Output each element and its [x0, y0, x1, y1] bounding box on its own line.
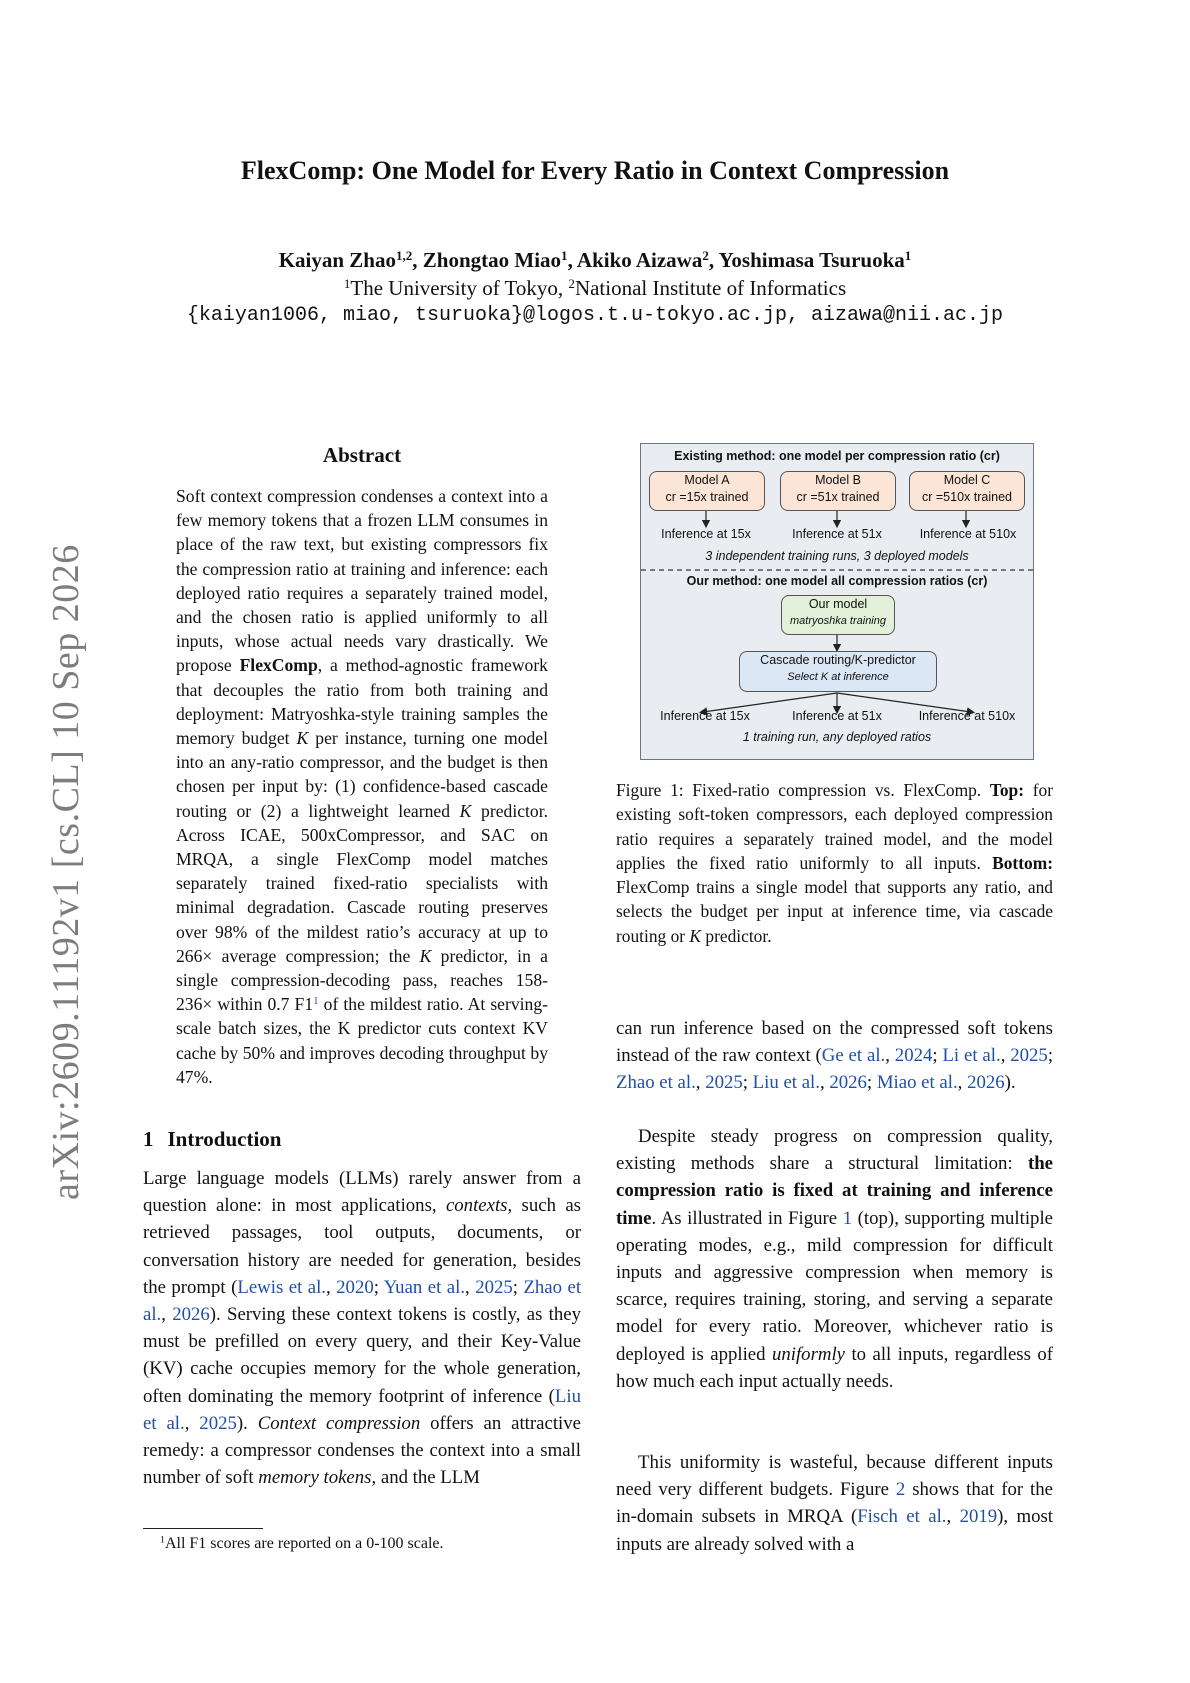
citation-year-link[interactable]: 2024 [894, 1045, 933, 1067]
figure-1 [640, 443, 1034, 760]
inference-label: Inference at 510x [918, 709, 1016, 723]
text-part: ). Serving these context tokens is costly, as they must be prefilled on every query, and their Key-Value (KV) cache occupies memory for the whole generation, often dominating the memory footprint of inference ( [143, 1304, 582, 1407]
figure-ref-link[interactable]: 1 [842, 1207, 853, 1229]
citation-year-link[interactable]: 2025 [1010, 1045, 1048, 1067]
text-italic: uniformly [771, 1343, 846, 1365]
text-bold: the compression ratio is fixed at training and inference time [616, 1153, 1053, 1229]
caption-part: for existing soft-token compressors, each deployed compression ratio requires a separately trained model, and the model applies the fixed ratio uniformly to all inputs. [616, 780, 1053, 873]
abstract-part: , a method-agnostic framework that decouples the ratio from both training and deployment: Matryoshka-style training samples the memory budget [176, 655, 548, 749]
affil-separator: , [557, 276, 569, 300]
author-name: Yoshimasa Tsuruoka [718, 248, 905, 272]
affil-mark: 1 [343, 275, 351, 291]
author-emails: {kaiyan1006, miao, tsuruoka}@logos.t.u-tokyo.ac.jp, aizawa@nii.ac.jp [186, 304, 1004, 327]
inference-label: Inference at 51x [792, 527, 882, 541]
citation-link[interactable]: Zhao et al. [616, 1072, 696, 1094]
author-affil-mark: 1 [904, 247, 912, 263]
math-k: K [689, 925, 702, 946]
citation-year-link[interactable]: 2026 [829, 1072, 867, 1094]
text-part: This uniformity is wasteful, because different inputs need very different budgets. Figure [616, 1452, 1053, 1501]
router-sub: Select K at inference [787, 671, 889, 683]
abstract-text [176, 484, 548, 1089]
text-part: ). [236, 1412, 258, 1434]
text-part: , such as retrieved passages, tool outputs, documents, or conversation history are needed for generation, besides the prompt ( [143, 1195, 581, 1298]
citation-year-link[interactable]: 2025 [705, 1072, 743, 1094]
figure-bottom-title: Our method: one model all compression ratios (cr) [686, 574, 988, 588]
text-part: , and the LLM [371, 1467, 480, 1489]
affiliations [0, 276, 1190, 301]
caption-bold: Top: [989, 780, 1025, 800]
math-k: K [459, 800, 472, 821]
text-italic: Context compression [257, 1412, 421, 1434]
affil-mark: 2 [568, 275, 575, 291]
citation-link[interactable]: Liu et al. [143, 1385, 581, 1434]
author-name: Akiko Aizawa [576, 248, 703, 272]
section-title: Introduction [167, 1127, 282, 1151]
citation-link[interactable]: Ge et al. [821, 1045, 886, 1067]
text-part: can run inference based on the compressed soft tokens instead of the raw context ( [616, 1018, 1053, 1067]
citation-year-link[interactable]: 2019 [959, 1506, 998, 1528]
citation-year-link[interactable]: 2026 [172, 1304, 210, 1326]
citation-year-link[interactable]: 2025 [475, 1276, 513, 1298]
text-part: (top), supporting multiple operating modes, e.g., mild compression for difficult inputs and aggressive compression when memory is scarce, requires training, storing, and serving a separate model for every ratio. Moreover, whichever ratio is deployed is applied [616, 1207, 1054, 1365]
inference-label: Inference at 51x [792, 709, 882, 723]
abstract-part: per instance, turning one model into an any-ratio compressor, and the budget is then chosen per input by: (1) confidence-based cascade routing or (2) a lightweight learned [176, 728, 548, 821]
text-italic: contexts [445, 1195, 508, 1217]
text-part: shows that for the in-domain subsets in MRQA ( [616, 1479, 1053, 1528]
intro-paragraph-right-2 [616, 1123, 1053, 1395]
math-k: K [419, 945, 432, 966]
caption-part: predictor. [701, 925, 772, 946]
model-name: Model B [815, 473, 861, 487]
affil-name: National Institute of Informatics [574, 276, 847, 300]
abstract-part: predictor, in a single compression-decoding pass, reaches 158-236× within 0.7 F1 [176, 945, 548, 1015]
our-model-sub: matryoshka training [790, 615, 886, 627]
caption-part: Figure 1: Fixed-ratio compression vs. FlexComp. [616, 780, 990, 800]
citation-link[interactable]: Miao et al. [876, 1072, 958, 1094]
text-part: offers an attractive remedy: a compressor condenses the context into a small number of soft [143, 1412, 581, 1489]
text-part: Despite steady progress on compression quality, existing methods share a structural limitation: [616, 1126, 1053, 1175]
abstract-part: Soft context compression condenses a context into a few memory tokens that a frozen LLM consumes in place of the raw text, but existing compressors fix the compression ratio at training and inference: each deployed ratio requires a separately trained model, and the chosen ratio is applied uniformly to all inputs, whose actual needs vary drastically. We propose [176, 486, 548, 676]
author-separator: , [412, 248, 423, 272]
citation-link[interactable]: Li et al. [942, 1045, 1001, 1067]
footnote-rule [143, 1528, 263, 1529]
citation-link[interactable]: Yuan et al. [383, 1276, 466, 1298]
author-separator: , [567, 248, 577, 272]
text-italic: memory tokens [258, 1467, 372, 1489]
section-number: 1 [143, 1127, 154, 1151]
footnote [160, 1535, 444, 1553]
footnote-text: All F1 scores are reported on a 0-100 scale. [164, 1535, 444, 1552]
model-ratio: cr =51x trained [796, 490, 880, 504]
router-label: Cascade routing/K-predictor [760, 653, 916, 667]
intro-paragraph-right-1: can run inference based on the compressed soft tokens instead of the raw context (Ge et al., 2024; Li et al., 2025; Zhao et al., 2025; Liu et al., 2026; Miao et al., 2026). [616, 1018, 1054, 1094]
footnote-mark: 1 [160, 1534, 165, 1546]
figure-top-note: 3 independent training runs, 3 deployed models [705, 549, 969, 563]
text-part: . As illustrated in Figure [651, 1207, 843, 1229]
arxiv-side-label: arXiv:2609.11192v1 [cs.CL] 10 Sep 2026 [45, 544, 87, 1200]
author-affil-mark: 2 [702, 247, 709, 263]
text-part: Large language models (LLMs) rarely answer from a question alone: in most applications, [143, 1168, 581, 1217]
caption-part: FlexComp trains a single model that supports any ratio, and selects the budget per input at inference time, via cascade routing or [616, 877, 1053, 946]
author-name: Kaiyan Zhao [278, 248, 396, 272]
citation-year-link[interactable]: 2026 [967, 1072, 1005, 1094]
inference-label: Inference at 510x [919, 527, 1017, 541]
author-list [0, 248, 1190, 273]
caption-bold: Bottom: [992, 852, 1053, 873]
model-ratio: cr =510x trained [922, 490, 1012, 504]
affil-name: The University of Tokyo [350, 276, 558, 300]
model-name: Model A [684, 473, 730, 487]
intro-paragraph-right-3: This uniformity is wasteful, because different inputs need very different budgets. Figure 2 shows that for the in-domain subsets in MRQA (Fisch et al., 2019), most inputs are already solved with a [616, 1452, 1054, 1555]
author-affil-mark: 1 [561, 247, 568, 263]
our-model-box [781, 595, 895, 635]
citation-link[interactable]: Lewis et al. [237, 1276, 326, 1298]
citation-link[interactable]: Fisch et al. [857, 1506, 947, 1528]
text-part: to all inputs, regardless of how much each input actually needs. [616, 1343, 1053, 1392]
math-k: K [296, 728, 309, 749]
text-part: ). [1004, 1072, 1016, 1094]
paper-title: FlexComp: One Model for Every Ratio in Context Compression [240, 156, 950, 185]
author-affil-mark: 1,2 [396, 247, 413, 263]
citation-year-link[interactable]: 2025 [199, 1412, 237, 1434]
citation-year-link[interactable]: 2020 [336, 1276, 374, 1298]
our-model-label: Our model [808, 597, 868, 611]
citation-link[interactable]: Zhao et al. [143, 1276, 582, 1326]
figure-ref-link[interactable]: 2 [895, 1479, 906, 1501]
router-box [739, 651, 937, 692]
inference-label: Inference at 15x [660, 709, 750, 723]
figure-top-title: Existing method: one model per compression ratio (cr) [674, 449, 1000, 463]
inference-label: Inference at 15x [661, 527, 751, 541]
figure-1-caption [616, 778, 1053, 948]
abstract-heading: Abstract [322, 443, 402, 467]
abstract-part: of the mildest ratio. At serving-scale batch sizes, the K predictor cuts context KV cache by 50% and improves decoding throughput by 47%. [176, 994, 548, 1087]
method-name: FlexComp [239, 655, 318, 676]
footnote-link[interactable]: 1 [313, 995, 319, 1008]
model-name: Model C [943, 473, 991, 487]
abstract-part: predictor. Across ICAE, 500xCompressor, and SAC on MRQA, a single FlexComp model matches separately trained fixed-ratio specialists with minimal degradation. Cascade routing preserves over 98% of the mildest ratio’s accuracy at up to 266× average compression; the [176, 800, 548, 966]
figure-bottom-note: 1 training run, any deployed ratios [742, 730, 932, 744]
intro-paragraph-left: Large language models (LLMs) rarely answer from a question alone: in most applications, contexts, such as retrieved passages, tool outputs, documents, or conversation history are needed for generation, besides the prompt (Lewis et al., 2020; Yuan et al., 2025; Zhao et al., 2026). Serving these context tokens is costly, as they must be prefilled on every query, and their Key-Value (KV) cache occupies memory for the whole generation, often dominating the memory footprint of inference (Liu et al., 2025). Context compression offers an attractive remedy: a compressor condenses the context into a small number of soft memory tokens, and the LLM [143, 1168, 582, 1489]
author-separator: , [708, 248, 719, 272]
section-heading [143, 1127, 281, 1152]
model-ratio: cr =15x trained [665, 490, 749, 504]
text-part: ), most inputs are already solved with a [616, 1506, 1054, 1555]
author-name: Zhongtao Miao [422, 248, 562, 272]
citation-link[interactable]: Liu et al. [752, 1072, 820, 1094]
